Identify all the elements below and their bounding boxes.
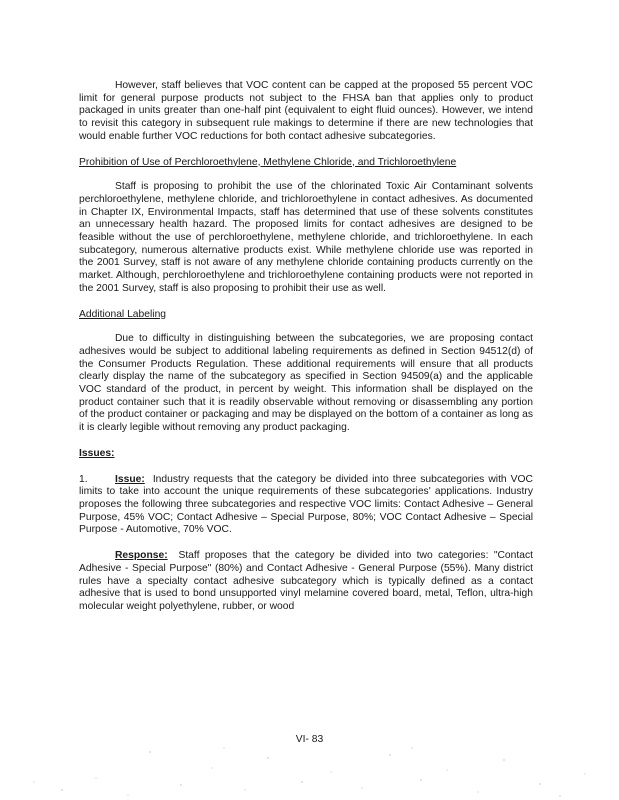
paragraph-prohibition: Staff is proposing to prohibit the use of the chlorinated Toxic Air Contaminant solvents perchloroethylene, methylene chloride, and trichloroethylene in contact adhesives. As documented in Chapter IX, Environmental Impacts, staff has determined that use of these solvents constitutes an unnecessary health hazard. The proposed limits for contact adhesives are designed to be feasible without the use of perchloroethylene, methylene chloride, and trichloroethylene. In each subcategory, numerous alternative products exist. While methylene chloride use was reported in the 2001 Survey, staff is not aware of any methylene chloride containing products currently on the market. Although, perchloroethylene and trichloroethylene containing products were not reported in the 2001 Survey, staff is also proposing to prohibit their use as well. [79, 181, 533, 294]
page-number: VI- 83 [295, 734, 324, 745]
response-text: Staff proposes that the category be divided into two categories: "Contact Adhesive - Special Purpose" (80%) and Contact Adhesive - General Purpose (55%). Many district rules have a specialty contact adhesive subcategory which is typically defined as a contact adhesive that is used to bond unsupported vinyl melamine covered board, metal, Teflon, ultra-high molecular weight polyethylene, rubber, or wood [79, 550, 533, 612]
issue-text: Industry requests that the category be divided into three subcategories with VOC limits to take into account the unique requirements of these subcategories' applications. Industry proposes the following three subcategories and respective VOC limits: Contact Adhesive – General Purpose, 45% VOC; Contact Adhesive – Special Purpose, 80%; VOC Contact Adhesive – Special Purpose - Automotive, 70% VOC. [79, 473, 533, 536]
issue-label: Issue: [115, 473, 145, 485]
heading-additional-labeling: Additional Labeling [79, 308, 167, 320]
heading-prohibition: Prohibition of Use of Perchloroethylene, Methylene Chloride, and Trichloroethylene [79, 156, 457, 168]
paragraph-labeling: Due to difficulty in distinguishing between the subcategories, we are proposing contact adhesives would be subject to additional labeling requirements as defined in Section 94512(d) of the Consumer Products Regulation. These additional requirements will ensure that all products clearly display the name of the subcategory as specified in Section 94509(a) and the applicable VOC standard of the product, in percent by weight. This information shall be displayed on the product container such that it is readily observable without removing or disassembling any portion of the product container or packaging and may be displayed on the bottom of a container as long as it is clearly legible without removing any product packaging. [79, 333, 533, 434]
heading-issues: Issues: [79, 447, 115, 459]
issue-number: 1. [79, 473, 88, 485]
response-label: Response: [115, 550, 168, 562]
paragraph-voc-cap: However, staff believes that VOC content can be capped at the proposed 55 percent VOC limit for general purpose products not subject to the FHSA ban that applies only to product packaged in units greater than one-half pint (equivalent to eight fluid ounces). However, we intend to revisit this category in subsequent rule makings to determine if there are new technologies that would enable further VOC reductions for both contact adhesive subcategories. [79, 80, 533, 142]
